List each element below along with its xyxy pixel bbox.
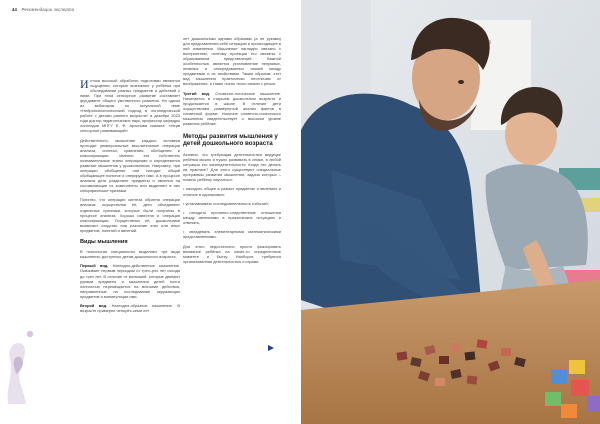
article-column-2 <box>183 36 281 268</box>
kind-3-paragraph <box>183 91 281 126</box>
section-title: Рекомендации эксперта <box>21 7 75 12</box>
heading-methods: Методы развития мышления у детей дошкольного возраста <box>183 132 278 147</box>
intro-text: стоки высокой обработки подготовки являются ощущения, которые возникают у ребёнка при обследовании разных предметов и действий с ними. При этом сенсорное развитие составляет фундамент общего умственного развития. На одном из вебинаров по актуальной теме «Нейропсихологический подход в логопедической работе с детьми раннего возраста» в декабре 2023 года доктор педагогических наук, профессор кафедры логопедии МПГУ Е. Ф. Архипова сказала: «Нерв сенсорное развивающий» <box>80 78 180 134</box>
kind-2-label: Второй вид. <box>80 302 108 308</box>
running-head <box>12 7 74 12</box>
paragraph: Понятно, что операции синтеза обратна операции анализа: осуществляя её, дети объединяют отдельные признаки, которые были получены в процессе анализа. Хорошо известна и операция классификации. Осуществляя её, дошкольники выявляют сходство или различие этих или иных предметов, понятий и явлений. <box>80 197 180 233</box>
page-number: 44 <box>12 7 18 12</box>
kind-1-text: Наглядно-действенное мышление. Оказывает первым периодом от трёх–рех лет исходя до трех лет. В отличие от малышей, которые двигают руками предметы и мышления детей почти полностью перемещается на внешние действия, направленные на исследование окружающих предметов и манипуляции ими. <box>80 263 180 299</box>
paragraph: В психологии специалисты выделяют три вида мышления, доступных детям дошкольного возраста. <box>80 249 180 260</box>
list-item: • находить общее в разных предметах и явлениях и отличие в одинаковых; <box>183 186 281 197</box>
kind-3-text: Словесно-логическое мышление. Начинается в старшем дошкольном возрасте и продолжается в школе. В отличие дети осуществляют развёрнутый анализ фактов в словесной форме. Наличие словесно-логического мышления свидетельствует о высоком уровне развития ребёнка. <box>183 90 281 126</box>
kind-2-text: Наглядно-образное мышление. В возрасте примерно четырёх-семи лет <box>80 302 180 313</box>
decorative-toy-shapes <box>0 304 45 404</box>
paragraph: Активно, что требующая деятельностью ведущее ребёнка можно и нужно развивать в семье, в любой ситуации его жизнедеятельности. Когда это делать на практике? Для этого существуют специальные программы развития мышления, задача которых – помочь ребёнку научиться: <box>183 151 281 183</box>
list-item: • находить причинно-следственные отношения между явлениями в практических ситуациях и отвечать; <box>183 209 281 226</box>
list-item: • овладевать элементарными математическими представлениями. <box>183 229 281 240</box>
kind-1-paragraph <box>80 263 180 298</box>
kind-1-label: Первый вид. <box>80 263 109 269</box>
article-photo <box>301 0 600 424</box>
father-son-puzzle-photo <box>301 0 600 424</box>
intro-paragraph <box>80 78 180 134</box>
heading-kinds-of-thinking: Виды мышления <box>80 238 128 245</box>
paragraph: Действительно, мышление каждого человека проходит универсальные мыслительные операции анализа, синтеза, сравнения, обобщения и классификации. Именно эти собственно познавательные этапы операциями и определяются развитие мышления у дошкольников. Например, при операции обобщение они находят общий обобщающее понятие и оперируют ими. А в процессе анализа дети разделяют предметы и явления на составляющие их компоненты или выделяют в них специфические признаки. <box>80 137 180 194</box>
article-column-1 <box>80 78 180 317</box>
skills-list <box>183 186 281 239</box>
next-page-arrow-icon <box>268 345 274 351</box>
paragraph: Для этого недостаточно просто фиксировать внимание ребёнка на какие-то определенные моменте и бытку. Наоборот, требуются организованная деятельностью и играми <box>183 243 281 264</box>
kind-2-paragraph <box>80 303 180 313</box>
kind-3-label: Третий вид. <box>183 90 211 96</box>
paragraph: лет дошкольники одними образами (а не руками) для представления себе ситуацию и происходящее в ней изменения. Мышление наглядно связано с восприятием, поэтому проекции его связаны с образованием представлений. Важной особенностью является установление непрямых, неявных и опосредованных связей между предметами и их свойствами. Таким образом, этот вид мышления практически неотличим от воображения, а также очень тесно связан с речью. <box>183 36 281 87</box>
drop-cap: И <box>80 77 89 91</box>
list-item: • устанавливать последовательность событий; <box>183 200 269 206</box>
